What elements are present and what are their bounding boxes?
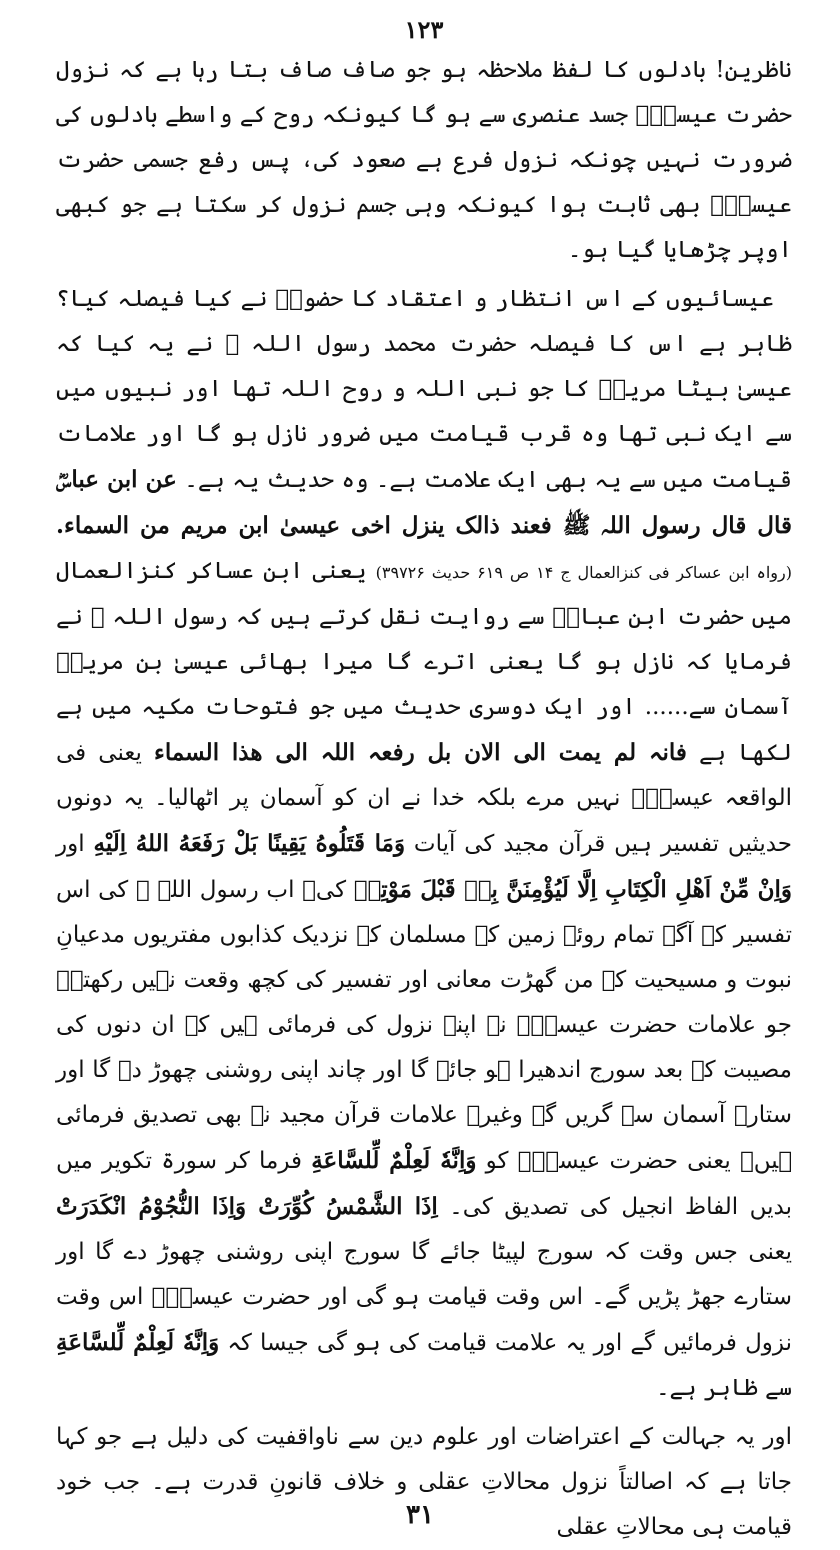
text-segment: یعنی فی الواقعہ عیسیٰؑ نہیں مرے بلکہ خدا نے ان کو آسمان پر اٹھالیا۔ یہ دونوں حدیثیں تفسیر ہیں قرآن مجید کی آیات bbox=[56, 740, 793, 857]
text-segment: سے ظاہر ہے۔ bbox=[656, 1375, 792, 1401]
text-segment: اور یہ جہالت کے اعتراضات اور علوم دین سے ناواقفیت کی دلیل ہے جو کہا جاتا ہے کہ اصالتاً نزول محالاتِ عقلی و خلاف قانونِ قدرت ہے۔ جب خود قیامت ہی محالاتِ عقلی bbox=[56, 1424, 792, 1540]
text-segment: کی۔ اب رسول اللہ ﷺ کی اس تفسیر کے آگے تمام روئے زمین کے مسلمان کے نزدیک کذابوں مفتریوں مدعیانِ نبوت و مسیحیت کے من گھڑت معانی اور تفسیر کی کچھ وقعت نہیں رکھتے۔ جو علامات حضرت عیسیٰؑ نے اپنے نزول کی فرمائی ہیں کہ ان دنوں کی مصیبت کے بعد سورج اندھیرا ہو جائے گا اور چاند اپنی روشنی چھوڑ دے گا اور ستارے آسمان سے گریں گے وغیرہ علامات قرآن مجید نے بھی تصدیق فرمائی ہیں۔ یعنی حضرت عیسیٰؑ کو bbox=[56, 877, 792, 1174]
text-segment: ناظرین! بادلوں کا لفظ ملاحظہ ہو جو صاف صاف بتا رہا ہے کہ نزول حضرت عیسیٰؑ جسد عنصری سے ہو گا کیونکہ روح کے واسطے بادلوں کی ضرورت نہیں چونکہ نزول فرع ہے صعود کی، پس رفع جسمی حضرت عیسیٰؑ بھی ثابت ہوا کیونکہ وہی جسم نزول کر سکتا ہے جو کبھی اوپر چڑھایا گیا ہو۔ bbox=[56, 57, 792, 263]
quran-verse: وَاِنَّهٗ لَعِلْمٌ لِّلسَّاعَةِ bbox=[311, 1147, 477, 1174]
page-body bbox=[56, 48, 792, 1550]
text-segment: یعنی جس وقت کہ سورج لپیٹا جائے گا سورج اپنی روشنی چھوڑ دے گا اور ستارے جھڑ پڑیں گے۔ اس وقت قیامت ہو گی اور حضرت عیسیٰؑ اس وقت نزول فرمائیں گے اور یہ علامت قیامت کی ہو گی جیسا کہ bbox=[56, 1239, 792, 1356]
page-number-top: ۱۲۳ bbox=[404, 15, 444, 44]
arabic-hadith: عن ابن عباسؓ قال قال رسول اللہ ﷺ فعند ذالک ینزل اخی عیسیٰ ابن مریم من السماء. bbox=[56, 466, 792, 539]
quran-verse: وَمَا قَتَلُوهُ يَقِينًا بَلْ رَفَعَهُ اللهُ اِلَيْهِ bbox=[93, 830, 406, 857]
text-segment: عیسائیوں کے اس انتظار و اعتقاد کا حضورؐ نے کیا فیصلہ کیا؟ ظاہر ہے اس کا فیصلہ حضرت محمد رسول اللہ ﷺ نے یہ کیا کہ عیسیٰ بیٹا مریمؑ کا جو نبی اللہ و روح اللہ تھا اور نبیوں میں سے ایک نبی تھا وہ قرب قیامت میں ضرور نازل ہو گا اور علامات قیامت میں سے یہ بھی ایک علامت ہے۔ وہ حدیث یہ ہے۔ bbox=[56, 286, 792, 493]
arabic-hadith: فانہ لم یمت الی الان بل رفعہ اللہ الی ھذا السماء bbox=[154, 739, 687, 766]
text-segment: اور bbox=[56, 831, 85, 857]
text-segment: یعنی ابن عساکر کنزالعمال میں حضرت ابن عباسؓ سے روایت نقل کرتے ہیں کہ رسول اللہ ﷺ نے فرمایا کہ نازل ہو گا یعنی اترے گا میرا بھائی عیسیٰ بن مریمؑ آسمان سے...... اور ایک دوسری حدیث میں جو فتوحات مکیہ میں ہے لکھا ہے bbox=[56, 558, 793, 766]
quran-verse: اِذَا الشَّمْسُ كُوِّرَتْ وَاِذَا النُّجُوْمُ انْكَدَرَتْ bbox=[56, 1193, 438, 1220]
quran-verse: وَاِنَّهٗ لَعِلْمٌ لِّلسَّاعَةِ bbox=[56, 1329, 220, 1356]
quran-verse: وَاِنْ مِّنْ اَهْلِ الْكِتَابِ اِلَّا لَيُؤْمِنَنَّ بِهٖ قَبْلَ مَوْتِهٖ bbox=[353, 876, 792, 903]
hadith-citation: (رواہ ابن عساکر فی کنزالعمال ج ۱۴ ص ۶۱۹ حدیث ۳۹۷۲۶) bbox=[375, 563, 793, 582]
paragraph-2 bbox=[56, 277, 792, 1411]
page-number-bottom: ۳۱ bbox=[406, 1500, 434, 1530]
paragraph-1 bbox=[56, 48, 792, 273]
text-segment: فرما کر سورۃ تکویر میں بدیں الفاظ انجیل کی تصدیق کی۔ bbox=[56, 1148, 793, 1220]
